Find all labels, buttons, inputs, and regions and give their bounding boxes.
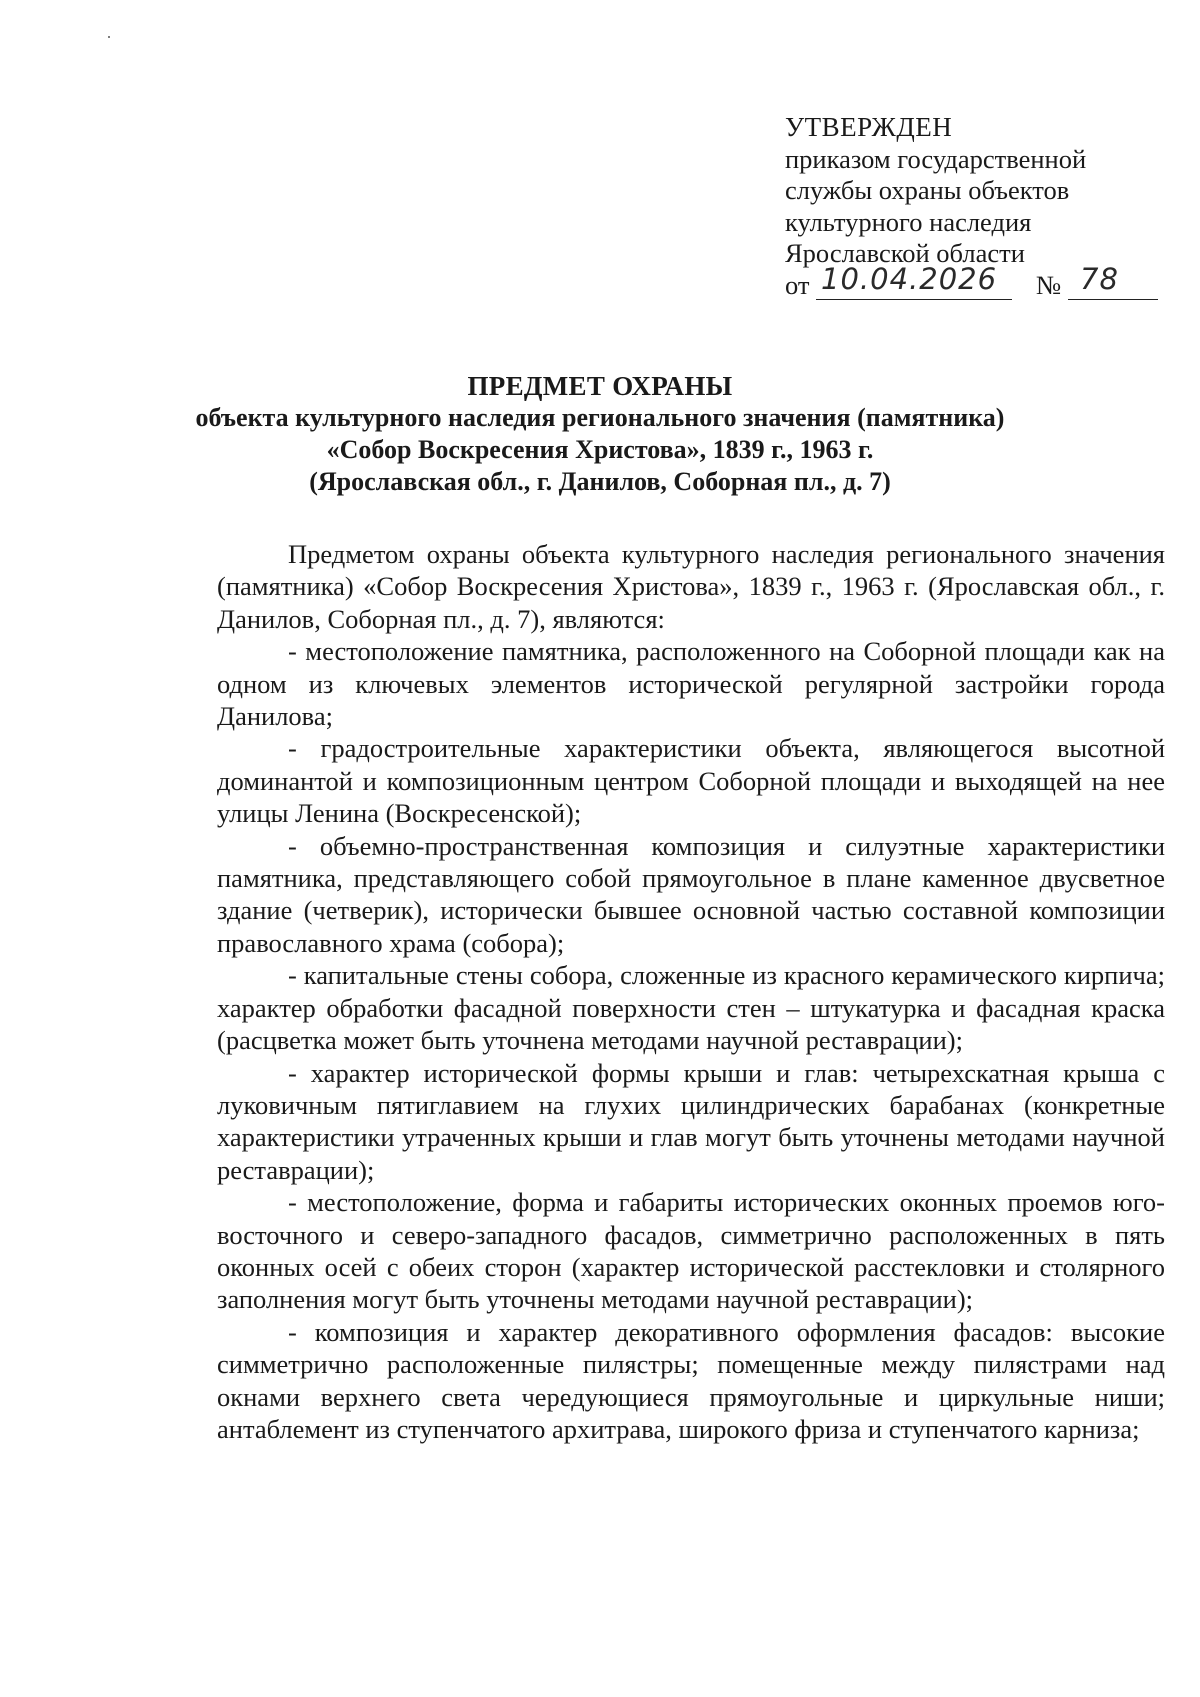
handwritten-date: 10.04.2026 (821, 261, 998, 296)
title-subline: объекта культурного наследия регионального значения (памятника) (195, 403, 1005, 432)
body-paragraph: - местоположение, форма и габариты исторических оконных проемов юго-восточного и северо-западного фасадов, симметрично расположенных в пять оконных осей с обеих сторон (характер исторической расстекловки и столярного заполнения могут быть уточнены методами научной реставрации); (217, 1187, 1165, 1315)
approval-line: Ярославской области (785, 238, 1025, 269)
body-paragraph: - капитальные стены собора, сложенные из красного керамического кирпича; характер обработки фасадной поверхности стен – штукатурка и фасадная краска (расцветка может быть уточнена методами научной реставрации); (217, 960, 1165, 1056)
approval-line: приказом государственной (785, 143, 1087, 174)
body-paragraph: - характер исторической формы крыши и глав: четырехскатная крыша с луковичным пятиглавием на глухих цилиндрических барабанах (конкретные характеристики утраченных крыши и глав могут быть уточнены методами научной реставрации); (217, 1057, 1165, 1185)
approval-heading: УТВЕРЖДЕН (785, 112, 953, 142)
scan-speck (108, 36, 110, 38)
body-paragraph: - местоположение памятника, расположенного на Соборной площади как на одном из ключевых элементов исторической регулярной застройки города Данилова; (217, 636, 1165, 732)
approval-stamp (785, 112, 1165, 302)
approval-line: службы охраны объектов (785, 175, 1070, 206)
body-paragraph: - объемно-пространственная композиция и силуэтные характеристики памятника, представляющего собой прямоугольное в плане каменное двусветное здание (четверик), исторически бывшее основной частью составной композиции православного храма (собора); (217, 830, 1165, 958)
approval-date-line (785, 261, 1165, 302)
date-underline (816, 299, 1012, 300)
title-subline: «Собор Воскресения Христова», 1839 г., 1963 г. (326, 435, 874, 464)
document-title (0, 370, 1200, 498)
handwritten-number: 78 (1080, 261, 1119, 296)
body-paragraph: - градостроительные характеристики объекта, являющегося высотной доминантой и композиционным центром Соборной площади и выходящей на нее улицы Ленина (Воскресенской); (217, 733, 1165, 829)
approval-line: культурного наследия (785, 206, 1032, 237)
document-body (217, 538, 1165, 1445)
title-subline: (Ярославская обл., г. Данилов, Соборная пл., д. 7) (309, 467, 891, 496)
number-label: № (1036, 269, 1062, 300)
title-main: ПРЕДМЕТ ОХРАНЫ (467, 371, 733, 401)
body-paragraph: Предметом охраны объекта культурного наследия регионального значения (памятника) «Собор Воскресения Христова», 1839 г., 1963 г. (Ярославская обл., г. Данилов, Соборная пл., д. 7), являются: (217, 539, 1165, 634)
body-paragraph: - композиция и характер декоративного оформления фасадов: высокие симметрично расположенные пилястры; помещенные между пилястрами над окнами верхнего света чередующиеся прямоугольные и циркульные ниши; антаблемент из ступенчатого архитрава, широкого фриза и ступенчатого карниза; (217, 1316, 1165, 1444)
number-underline (1068, 299, 1158, 300)
date-prefix: от (785, 269, 810, 300)
